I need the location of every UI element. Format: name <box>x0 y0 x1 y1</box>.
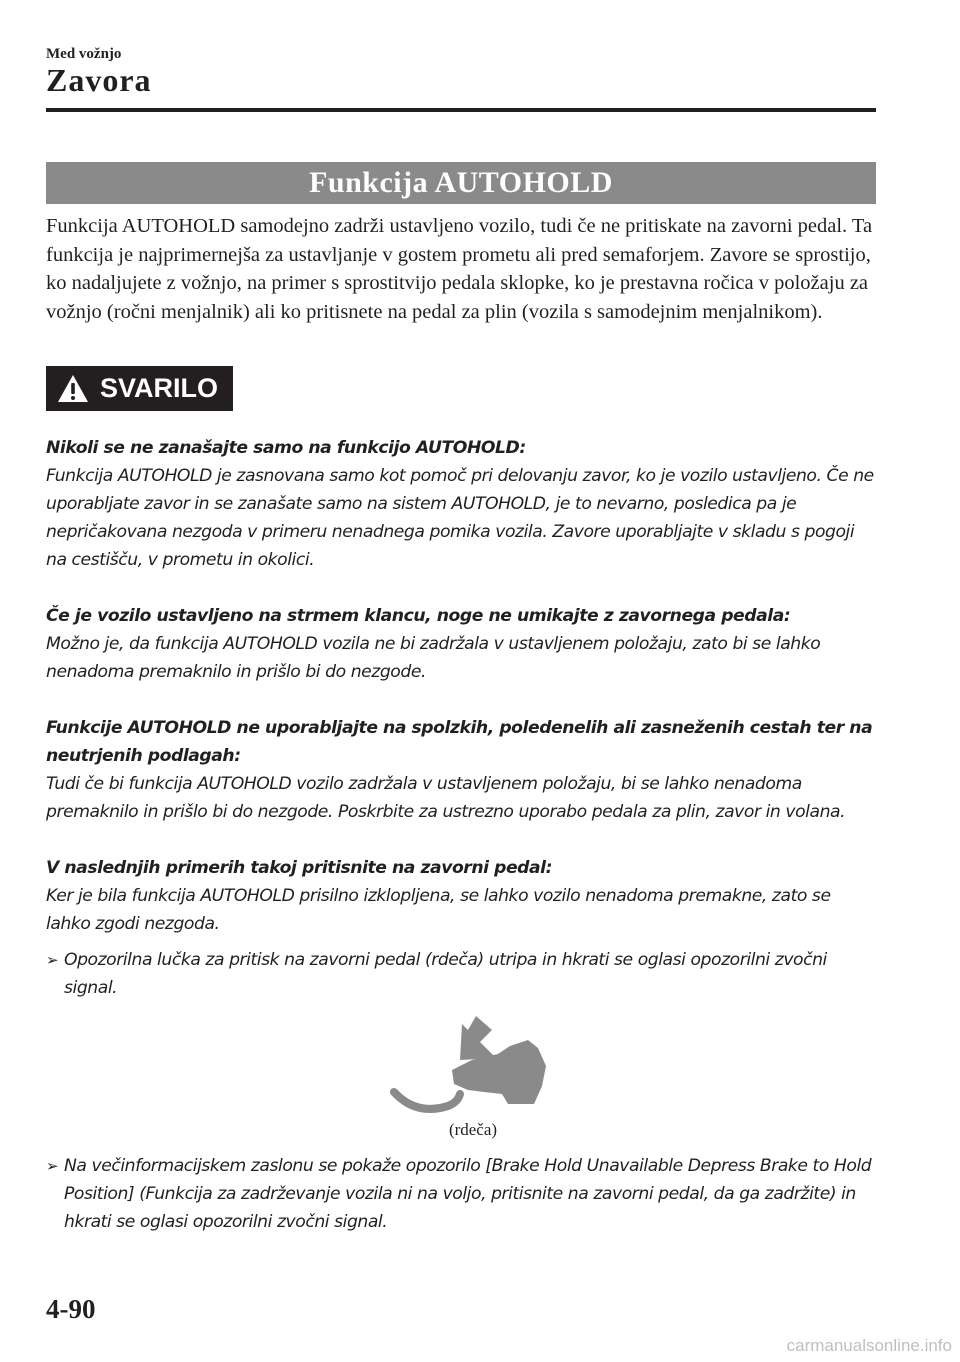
page-number: 4-90 <box>46 1294 96 1324</box>
brake-pedal-warning-icon <box>388 1010 558 1122</box>
intro-paragraph: Funkcija AUTOHOLD samodejno zadrži ustavljeno vozilo, tudi če ne pritiskate na zavorni pedal. Ta funkcija je najprimernejša za ustavljanje v gostem prometu ali pred semaforjem. Zavore se sprostijo, ko nadaljujete z vožnjo, na primer s sprostitvijo pedala sklopke, ko je prestavna ročica v položaju za vožnjo (ročni menjalnik) ali ko pritisnete na pedal za plin (vozila s samodejnim menjalnikom). <box>46 215 873 323</box>
bullet-text: Opozorilna lučka za pritisk na zavorni pedal (rdeča) utripa in hkrati se oglasi opozorilni zvočni signal. <box>64 950 827 998</box>
warning-heading: Funkcije AUTOHOLD ne uporabljajte na spolzkih, poledenelih ali zasneženih cestah ter na neutrjenih podlagah: <box>46 718 873 766</box>
bullet-arrow-icon: ➢ <box>46 1157 59 1175</box>
warning-text: Tudi če bi funkcija AUTOHOLD vozilo zadržala v ustavljenem položaju, bi se lahko nenadoma premaknilo in prišlo bi do nezgode. Poskrbite za ustrezno uporabo pedala za plin, zavor in volana. <box>46 774 846 822</box>
warning-item <box>46 434 876 574</box>
list-item <box>46 1152 876 1236</box>
page-title: Zavora <box>46 62 152 98</box>
section-banner: Funkcija AUTOHOLD <box>46 162 876 204</box>
warning-body <box>46 434 876 1014</box>
figure-caption: (rdeča) <box>448 1120 498 1139</box>
warning-heading: V naslednjih primerih takoj pritisnite na zavorni pedal: <box>46 858 553 878</box>
warning-body-continued <box>46 1152 876 1248</box>
section-label: Med vožnjo <box>46 46 122 62</box>
warning-badge-label: SVARILO <box>100 373 219 403</box>
warning-badge <box>46 366 233 411</box>
bullet-arrow-icon: ➢ <box>46 951 59 969</box>
warning-item <box>46 854 876 938</box>
warning-triangle-icon <box>56 373 90 404</box>
warning-heading: Nikoli se ne zanašajte samo na funkcijo AUTOHOLD: <box>46 438 526 458</box>
bullet-text: Na večinformacijskem zaslonu se pokaže opozorilo [Brake Hold Unavailable Depress Brake to Hold Position] (Funkcija za zadrževanje vozila ni na voljo, pritisnite na zavorni pedal, da ga zadržite) in hkrati se oglasi opozorilni zvočni signal. <box>64 1156 872 1232</box>
warning-item <box>46 602 876 686</box>
list-item <box>46 946 876 1002</box>
warning-item <box>46 714 876 826</box>
watermark: carmanualsonline.info <box>786 1336 952 1355</box>
warning-text: Funkcija AUTOHOLD je zasnovana samo kot pomoč pri delovanju zavor, ko je vozilo ustavljeno. Če ne uporabljate zavor in se zanašate samo na sistem AUTOHOLD, je to nevarno, posledica pa je nepričakovana nezgoda v primeru nenadnega pomika vozila. Zavore uporabljajte v skladu s pogoji na cestišču, v prometu in okolici. <box>46 466 874 570</box>
warning-heading: Če je vozilo ustavljeno na strmem klancu, noge ne umikajte z zavornega pedala: <box>46 606 791 626</box>
warning-text: Možno je, da funkcija AUTOHOLD vozila ne bi zadržala v ustavljenem položaju, zato bi se lahko nenadoma premaknilo in prišlo bi do nezgode. <box>46 634 821 682</box>
header-divider <box>46 108 876 112</box>
warning-text: Ker je bila funkcija AUTOHOLD prisilno izklopljena, se lahko vozilo nenadoma premakne, zato se lahko zgodi nezgoda. <box>46 886 831 934</box>
